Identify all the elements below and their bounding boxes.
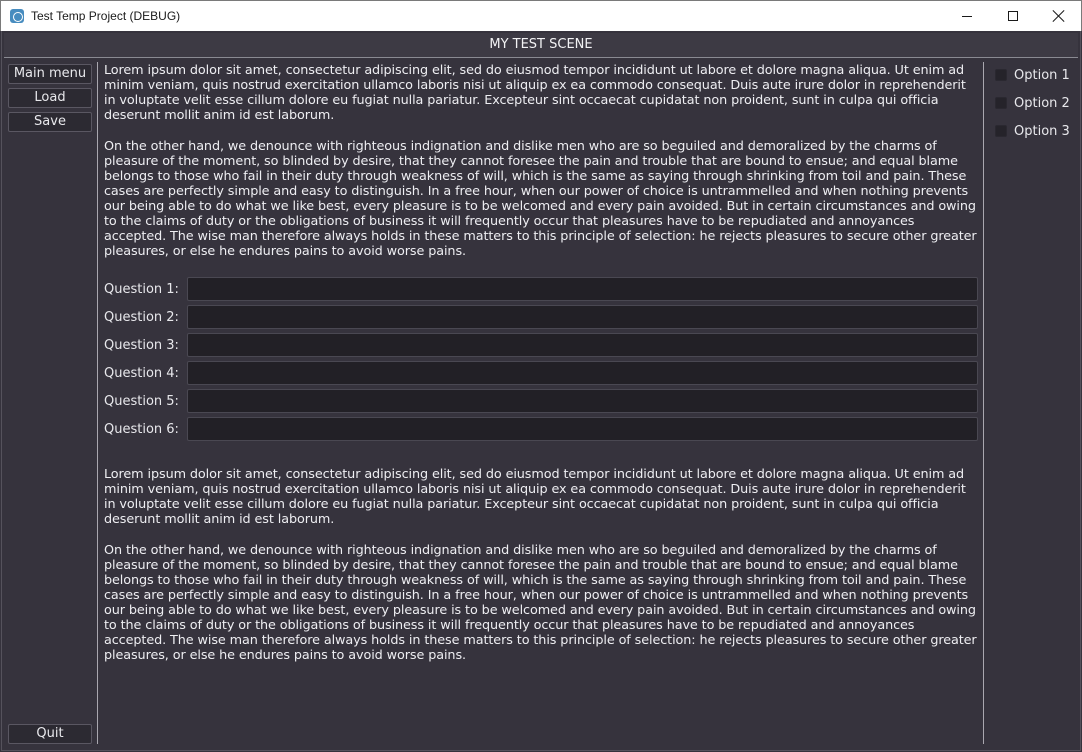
main-menu-button[interactable]: Main menu (8, 64, 92, 84)
question-1-label: Question 1: (104, 281, 179, 297)
question-5-label: Question 5: (104, 393, 179, 409)
scene-title: MY TEST SCENE (4, 33, 1078, 58)
question-3-label: Question 3: (104, 337, 179, 353)
quit-button[interactable]: Quit (8, 724, 92, 744)
option-2-checkbox[interactable] (995, 94, 1070, 112)
option-1-checkbox[interactable] (995, 66, 1070, 84)
question-row-5 (104, 387, 978, 415)
questions-form (104, 275, 978, 443)
maximize-icon (1008, 11, 1018, 21)
question-2-label: Question 2: (104, 309, 179, 325)
question-4-input[interactable] (187, 361, 978, 385)
window-titlebar[interactable] (0, 0, 1082, 31)
option-3-checkbox[interactable] (995, 122, 1070, 140)
right-divider (983, 62, 984, 744)
left-divider (97, 62, 98, 744)
question-6-input[interactable] (187, 417, 978, 441)
option-3-label: Option 3 (1014, 123, 1070, 139)
question-6-label: Question 6: (104, 421, 179, 437)
question-3-input[interactable] (187, 333, 978, 357)
load-button[interactable]: Load (8, 88, 92, 108)
godot-engine-icon (10, 9, 24, 23)
minimize-icon (962, 16, 972, 17)
maximize-button[interactable] (990, 1, 1036, 31)
question-4-label: Question 4: (104, 365, 179, 381)
question-row-4 (104, 359, 978, 387)
save-button[interactable]: Save (8, 112, 92, 132)
close-button[interactable] (1036, 1, 1082, 31)
close-icon (1053, 10, 1065, 22)
option-1-label: Option 1 (1014, 67, 1070, 83)
paragraph-1: Lorem ipsum dolor sit amet, consectetur adipiscing elit, sed do eiusmod tempor incididunt ut labore et dolore magna aliqua. Ut enim ad minim veniam, quis nostrud exercitation ullamco laboris nisi ut aliquip ex ea commodo consequat. Duis aute irure dolor in reprehenderit in voluptate velit esse cillum dolore eu fugiat nulla pariatur. Excepteur sint occaecat cupidatat non proident, sunt in culpa qui officia deserunt mollit anim id est laborum. (104, 63, 966, 123)
paragraph-3: Lorem ipsum dolor sit amet, consectetur adipiscing elit, sed do eiusmod tempor incididunt ut labore et dolore magna aliqua. Ut enim ad minim veniam, quis nostrud exercitation ullamco laboris nisi ut aliquip ex ea commodo consequat. Duis aute irure dolor in reprehenderit in voluptate velit esse cillum dolore eu fugiat nulla pariatur. Excepteur sint occaecat cupidatat non proident, sunt in culpa qui officia deserunt mollit anim id est laborum. (104, 467, 966, 527)
minimize-button[interactable] (944, 1, 990, 31)
checkbox-icon[interactable] (995, 69, 1007, 81)
question-5-input[interactable] (187, 389, 978, 413)
content-area[interactable] (104, 63, 978, 679)
window-title: Test Temp Project (DEBUG) (31, 9, 181, 23)
question-row-2 (104, 303, 978, 331)
question-row-3 (104, 331, 978, 359)
paragraph-2: On the other hand, we denounce with righteous indignation and dislike men who are so beguiled and demoralized by the charms of pleasure of the moment, so blinded by desire, that they cannot foresee the pain and trouble that are bound to ensue; and equal blame belongs to those who fail in their duty through weakness of will, which is the same as saying through shrinking from toil and pain. These cases are perfectly simple and easy to distinguish. In a free hour, when our power of choice is untrammelled and when nothing prevents our being able to do what we like best, every pleasure is to be welcomed and every pain avoided. But in certain circumstances and owing to the claims of duty or the obligations of business it will frequently occur that pleasures have to be repudiated and annoyances accepted. The wise man therefore always holds in these matters to this principle of selection: he rejects pleasures to secure other greater pleasures, or else he endures pains to avoid worse pains. (104, 139, 977, 259)
checkbox-icon[interactable] (995, 125, 1007, 137)
checkbox-icon[interactable] (995, 97, 1007, 109)
question-2-input[interactable] (187, 305, 978, 329)
question-row-6 (104, 415, 978, 443)
option-2-label: Option 2 (1014, 95, 1070, 111)
question-row-1 (104, 275, 978, 303)
paragraph-4: On the other hand, we denounce with righteous indignation and dislike men who are so beguiled and demoralized by the charms of pleasure of the moment, so blinded by desire, that they cannot foresee the pain and trouble that are bound to ensue; and equal blame belongs to those who fail in their duty through weakness of will, which is the same as saying through shrinking from toil and pain. These cases are perfectly simple and easy to distinguish. In a free hour, when our power of choice is untrammelled and when nothing prevents our being able to do what we like best, every pleasure is to be welcomed and every pain avoided. But in certain circumstances and owing to the claims of duty or the obligations of business it will frequently occur that pleasures have to be repudiated and annoyances accepted. The wise man therefore always holds in these matters to this principle of selection: he rejects pleasures to secure other greater pleasures, or else he endures pains to avoid worse pains. (104, 543, 977, 663)
question-1-input[interactable] (187, 277, 978, 301)
